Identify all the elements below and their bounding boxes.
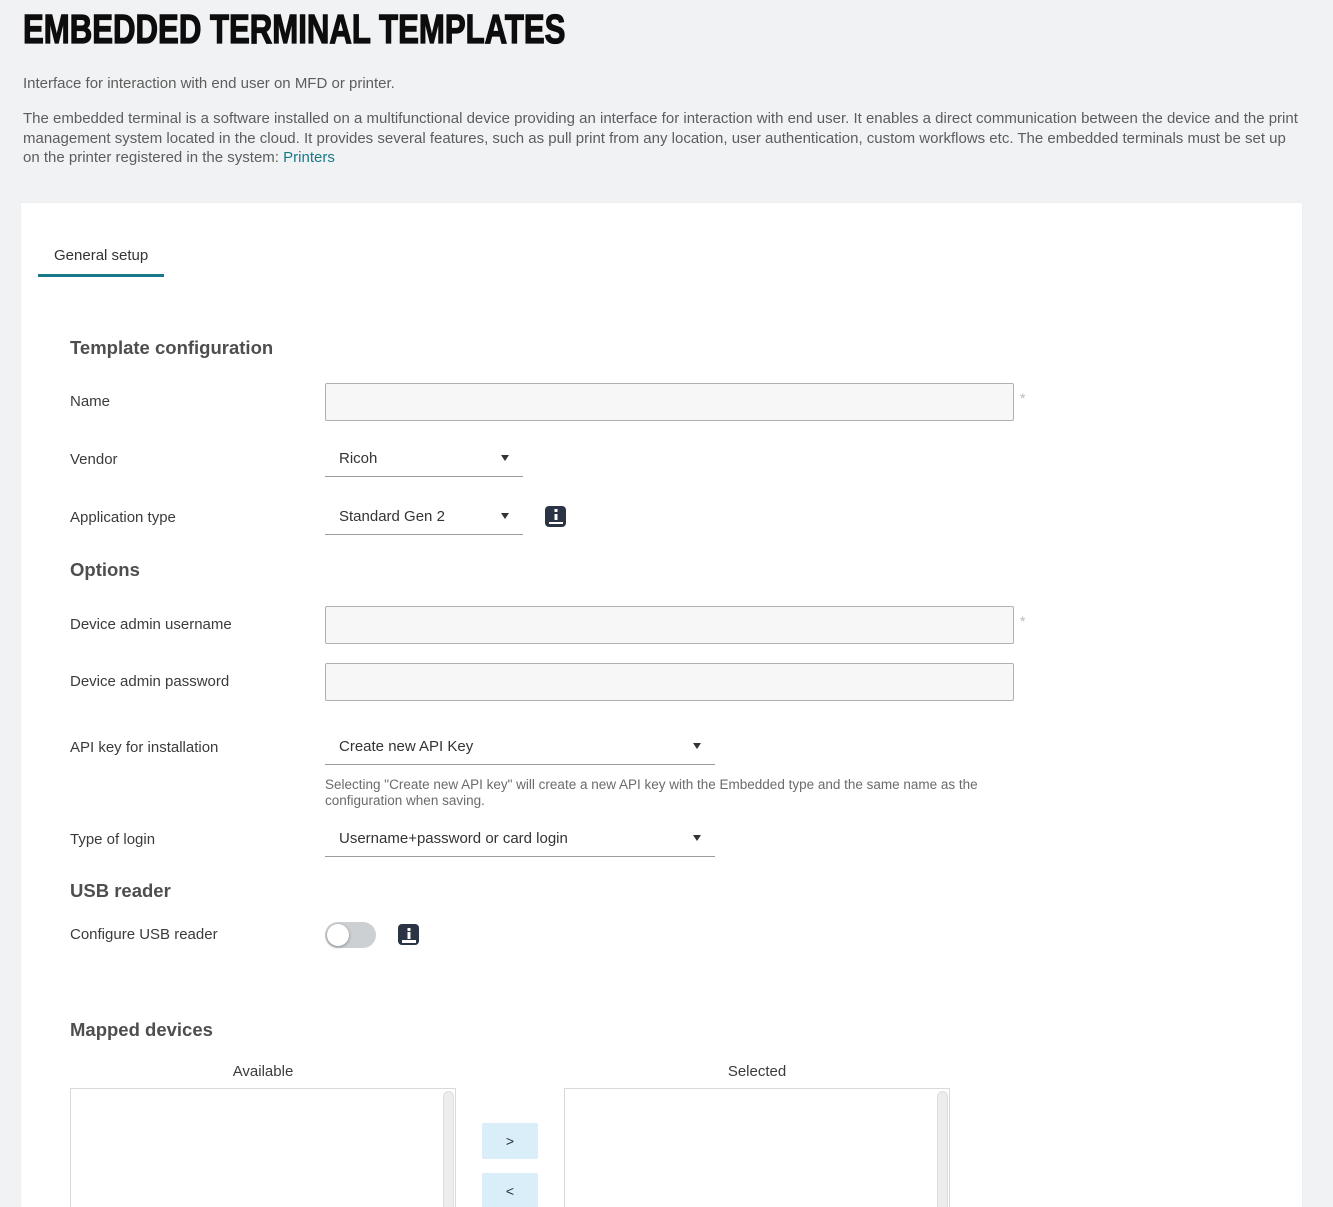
tab-bar [38,246,1272,277]
name-label: Name [70,393,111,410]
type-of-login-select[interactable] [325,822,715,857]
configure-usb-reader-label: Configure USB reader [70,926,218,943]
name-input[interactable] [325,383,1014,421]
page-description [23,109,1302,168]
transfer-buttons [456,1063,564,1207]
device-admin-username-input[interactable] [325,606,1014,644]
move-left-button[interactable]: < [482,1173,538,1207]
available-column [70,1063,456,1207]
vendor-row [70,442,1272,477]
configure-usb-reader-row [70,922,1272,948]
settings-card [21,202,1302,1207]
chevron-down-icon [693,835,701,841]
device-admin-password-input[interactable] [325,663,1014,701]
printers-link[interactable]: Printers [283,149,335,166]
info-icon[interactable] [545,506,566,527]
page-header [0,0,1333,168]
device-admin-username-row [70,606,1272,644]
application-type-row [70,500,1272,535]
move-right-button[interactable]: > [482,1123,538,1159]
mapped-devices-dual-list [70,1063,1272,1207]
application-type-selected-value: Standard Gen 2 [339,507,445,525]
name-row [70,383,1272,421]
vendor-selected-value: Ricoh [339,449,378,467]
name-required-marker: * [1020,389,1026,406]
tab-general-setup[interactable]: General setup [38,246,164,277]
info-icon-pages [402,940,416,943]
chevron-down-icon [501,513,509,519]
api-key-label: API key for installation [70,738,219,756]
type-of-login-row [70,822,1272,857]
section-heading-template-configuration: Template configuration [70,336,274,358]
general-setup-form [38,337,1272,1207]
vendor-select[interactable] [325,442,523,477]
api-key-selected-value: Create new API Key [339,737,474,755]
configure-usb-reader-toggle[interactable] [325,922,376,948]
selected-listbox[interactable] [564,1088,950,1207]
selected-scrollbar[interactable] [937,1091,948,1207]
device-admin-password-label: Device admin password [70,673,230,690]
section-heading-usb-reader: USB reader [70,879,171,901]
api-key-help-text: Selecting "Create new API key" will create a new API key with the Embedded type and the same name as the configuration when saving. [325,776,978,808]
device-admin-password-row [70,663,1272,701]
available-label: Available [232,1062,294,1080]
username-required-marker: * [1020,612,1026,629]
info-icon-pages [549,522,563,525]
description-text: The embedded terminal is a software installed on a multifunctional device providing an interface for interaction with end user. It enables a direct communication between the device and the print management system located in the cloud. It provides several features, such as pull print from any location, user authentication, custom workflows etc. The embedded terminals must be set up on the printer registered in the system: [23,110,1298,166]
page-subtitle: Interface for interaction with end user on MFD or printer. [23,75,395,92]
available-listbox[interactable] [70,1088,456,1207]
section-heading-mapped-devices: Mapped devices [70,1018,213,1040]
section-heading-options: Options [70,558,140,580]
chevron-down-icon [501,455,509,461]
info-icon[interactable] [398,924,419,945]
device-admin-username-label: Device admin username [70,616,232,633]
available-scrollbar[interactable] [443,1091,454,1207]
application-type-select[interactable] [325,500,523,535]
api-key-row [70,730,1272,765]
selected-column [564,1063,950,1207]
chevron-down-icon [693,743,701,749]
api-key-select[interactable] [325,730,715,765]
type-of-login-label: Type of login [70,830,156,848]
toggle-knob [327,924,349,946]
application-type-label: Application type [70,508,176,526]
page-title: EMBEDDED TERMINAL TEMPLATES [23,6,566,52]
type-of-login-selected-value: Username+password or card login [339,829,568,847]
selected-label: Selected [727,1062,787,1080]
vendor-label: Vendor [70,450,118,468]
